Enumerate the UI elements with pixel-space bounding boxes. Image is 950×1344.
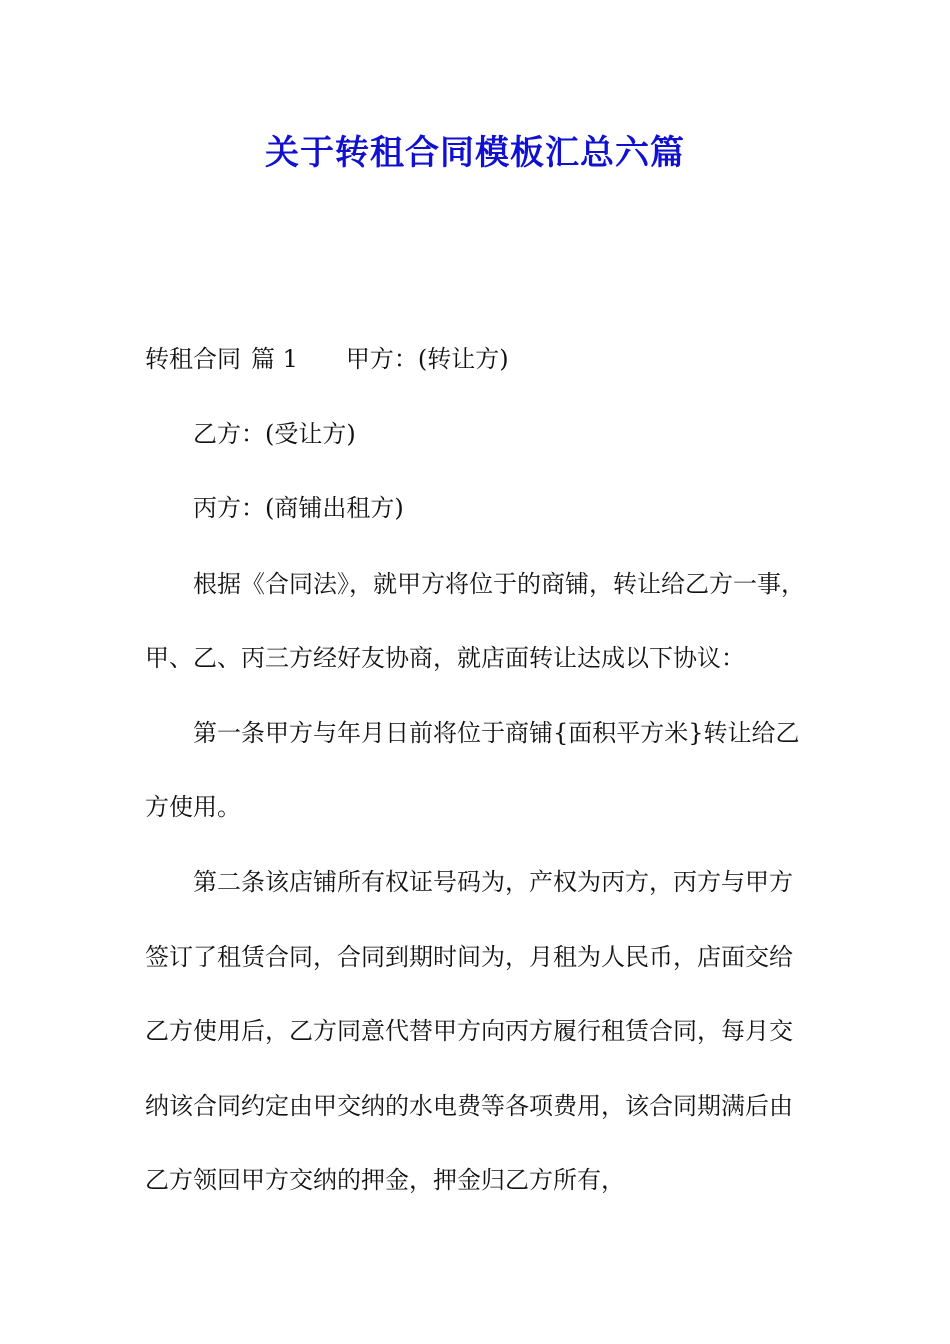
paragraph-line: 第一条甲方与年月日前将位于商铺{面积平方米}转让给乙 bbox=[193, 719, 800, 747]
paragraph-line: 方使用。 bbox=[145, 793, 241, 821]
paragraph-line: 乙方使用后，乙方同意代替甲方向丙方履行租赁合同，每月交 bbox=[145, 1017, 793, 1045]
paragraph-line: 甲、乙、丙三方经好友协商，就店面转让达成以下协议： bbox=[145, 644, 745, 672]
party-c: 丙方：(商铺出租方) bbox=[193, 494, 404, 522]
document-title: 关于转租合同模板汇总六篇 bbox=[265, 133, 685, 173]
paragraph-line: 签订了租赁合同，合同到期时间为，月租为人民币，店面交给 bbox=[145, 943, 793, 971]
party-a: 甲方：(转让方) bbox=[345, 345, 509, 373]
section-label: 转租合同 bbox=[145, 345, 241, 373]
paragraph-line: 乙方领回甲方交纳的押金，押金归乙方所有， bbox=[145, 1166, 625, 1194]
paragraph-line: 第二条该店铺所有权证号码为，产权为丙方，丙方与甲方 bbox=[193, 868, 793, 896]
paragraph-line: 纳该合同约定由甲交纳的水电费等各项费用，该合同期满后由 bbox=[145, 1092, 793, 1120]
section-number: 篇 1 bbox=[251, 345, 298, 373]
contract-heading-line bbox=[145, 341, 509, 377]
paragraph-line: 根据《合同法》，就甲方将位于的商铺，转让给乙方一事， bbox=[193, 570, 805, 598]
party-b: 乙方：(受让方) bbox=[193, 420, 356, 448]
